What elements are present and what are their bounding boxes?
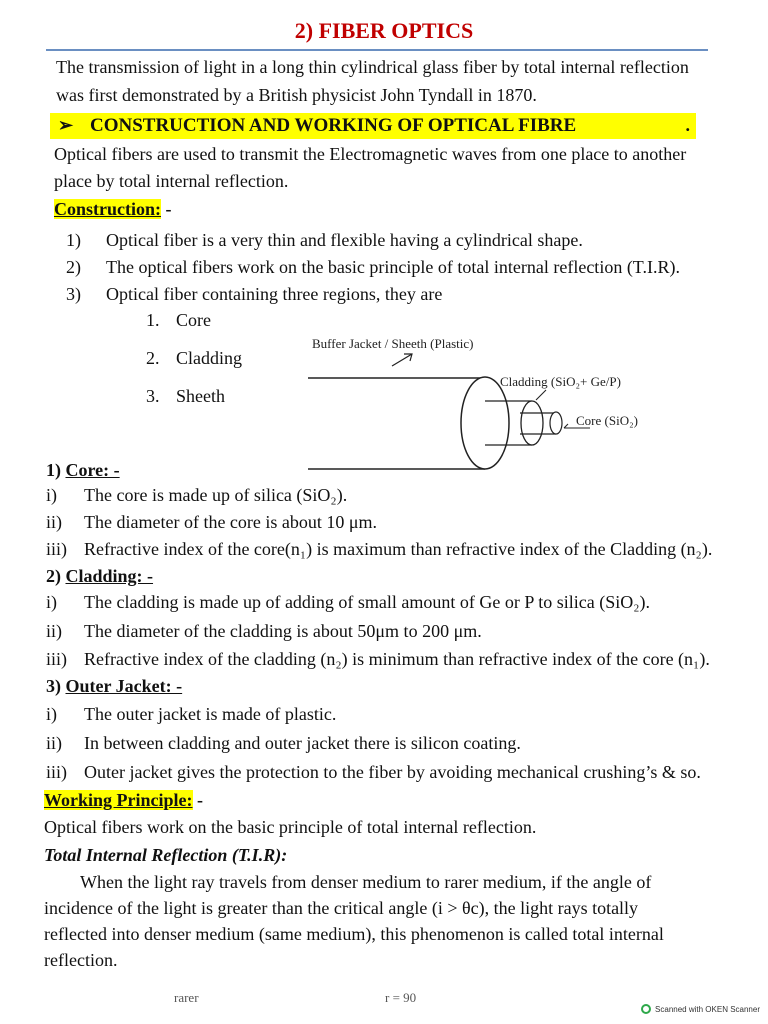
- section-heading: [50, 113, 696, 139]
- section-text-line-1: Optical fibers are used to transmit the Electromagnetic waves from one place to another: [54, 144, 687, 164]
- region-item: [146, 348, 242, 369]
- tir-line-1: When the light ray travels from denser medium to rarer medium, if the angle of: [80, 872, 652, 892]
- tir-line-4: reflection.: [44, 950, 118, 970]
- scanner-watermark: [641, 1004, 760, 1014]
- core-heading-text: Core: -: [65, 460, 120, 480]
- item-text: The diameter of the cladding is about 50μm to 200 μm.: [84, 621, 482, 641]
- section-heading-trail: .: [685, 115, 690, 135]
- jacket-end-ellipse: [461, 377, 509, 469]
- item-number: i): [46, 704, 57, 724]
- construction-point: [66, 284, 442, 305]
- core-heading: [46, 460, 120, 481]
- outer-jacket-heading: [46, 676, 182, 697]
- cut-off-text-right: r = 90: [385, 990, 417, 1005]
- item-text: Refractive index of the core(n₁) is maximum than refractive index of the Cladding (n₂).: [84, 539, 713, 559]
- point-text: The optical fibers work on the basic principle of total internal reflection (T.I.R).: [106, 257, 680, 277]
- region-item: [146, 310, 211, 331]
- buffer-jacket-label: Buffer Jacket / Sheeth (Plastic): [312, 336, 474, 351]
- point-number: 2): [66, 257, 81, 277]
- region-number: 3.: [146, 386, 160, 406]
- intro-line-2: was first demonstrated by a British physicist John Tyndall in 1870.: [56, 85, 537, 105]
- section-heading-text: CONSTRUCTION AND WORKING OF OPTICAL FIBRE: [90, 115, 577, 136]
- cut-off-text-left: rarer: [174, 990, 199, 1005]
- optical-fiber-diagram: [300, 332, 680, 477]
- core-arrowhead: [564, 424, 568, 428]
- item-text: In between cladding and outer jacket there is silicon coating.: [84, 733, 521, 753]
- tir-line-2: incidence of the light is greater than the critical angle (i > θc), the light rays totally: [44, 898, 639, 918]
- item-number: iii): [46, 539, 67, 559]
- cladding-pointer-arrow: [536, 390, 546, 400]
- item-text: The core is made up of silica (SiO₂).: [84, 485, 348, 505]
- cladding-end-ellipse: [521, 401, 543, 445]
- item-number: ii): [46, 621, 62, 641]
- point-text: Optical fiber is a very thin and flexible having a cylindrical shape.: [106, 230, 583, 250]
- scanner-logo-icon: [641, 1004, 651, 1014]
- core-end-ellipse: [550, 412, 562, 434]
- outer-jacket-item: [46, 733, 521, 754]
- cladding-heading: [46, 566, 153, 587]
- region-text: Core: [176, 310, 211, 330]
- working-heading-dash: -: [192, 790, 203, 810]
- arrow-bullet-icon: ➢: [58, 115, 74, 135]
- region-text: Cladding: [176, 348, 242, 368]
- item-number: ii): [46, 512, 62, 532]
- tir-heading: Total Internal Reflection (T.I.R):: [44, 845, 288, 865]
- region-number: 1.: [146, 310, 160, 330]
- cladding-heading-text: Cladding: -: [65, 566, 154, 586]
- item-text: The diameter of the core is about 10 μm.: [84, 512, 378, 532]
- outer-jacket-item: [46, 762, 701, 783]
- core-item: [46, 539, 712, 560]
- outer-jacket-heading-prefix: 3): [46, 676, 66, 696]
- region-number: 2.: [146, 348, 160, 368]
- cladding-item: [46, 621, 482, 642]
- construction-heading-dash: -: [161, 199, 172, 219]
- construction-heading: [54, 199, 172, 220]
- core-heading-prefix: 1): [46, 460, 66, 480]
- point-number: 3): [66, 284, 81, 304]
- cladding-label: Cladding (SiO₂+ Ge/P): [500, 374, 621, 389]
- core-item: [46, 512, 377, 533]
- item-number: i): [46, 485, 57, 505]
- buffer-pointer-arrow: [392, 354, 412, 366]
- working-heading: [44, 790, 203, 811]
- page-title: 2) FIBER OPTICS: [294, 18, 474, 43]
- cladding-item: [46, 592, 650, 613]
- cladding-item: [46, 649, 710, 670]
- item-text: Outer jacket gives the protection to the fiber by avoiding mechanical crushing’s & so.: [84, 762, 701, 782]
- item-number: ii): [46, 733, 62, 753]
- construction-heading-text: Construction:: [54, 199, 161, 219]
- tir-line-3: reflected into denser medium (same medium), this phenomenon is called total internal: [44, 924, 664, 944]
- intro-line-1: The transmission of light in a long thin cylindrical glass fiber by total internal reflection: [56, 57, 689, 77]
- outer-jacket-item: [46, 704, 336, 725]
- item-text: Refractive index of the cladding (n₂) is minimum than refractive index of the core (n₁).: [84, 649, 710, 669]
- cladding-heading-prefix: 2): [46, 566, 66, 586]
- item-text: The outer jacket is made of plastic.: [84, 704, 337, 724]
- outer-jacket-heading-text: Outer Jacket: -: [65, 676, 183, 696]
- working-text: Optical fibers work on the basic principle of total internal reflection.: [44, 817, 537, 837]
- item-number: i): [46, 592, 57, 612]
- core-label: Core (SiO₂): [576, 413, 638, 428]
- scanner-watermark-text: Scanned with OKEN Scanner: [655, 1004, 760, 1014]
- item-number: iii): [46, 762, 67, 782]
- construction-point: [66, 230, 583, 251]
- section-text-line-2: place by total internal reflection.: [54, 171, 289, 191]
- title-divider: [46, 49, 708, 51]
- item-text: The cladding is made up of adding of small amount of Ge or P to silica (SiO₂).: [84, 592, 650, 612]
- core-item: [46, 485, 347, 506]
- point-number: 1): [66, 230, 81, 250]
- point-text: Optical fiber containing three regions, they are: [106, 284, 443, 304]
- region-item: [146, 386, 225, 407]
- region-text: Sheeth: [176, 386, 225, 406]
- working-heading-text: Working Principle:: [44, 790, 193, 810]
- item-number: iii): [46, 649, 67, 669]
- construction-point: [66, 257, 680, 278]
